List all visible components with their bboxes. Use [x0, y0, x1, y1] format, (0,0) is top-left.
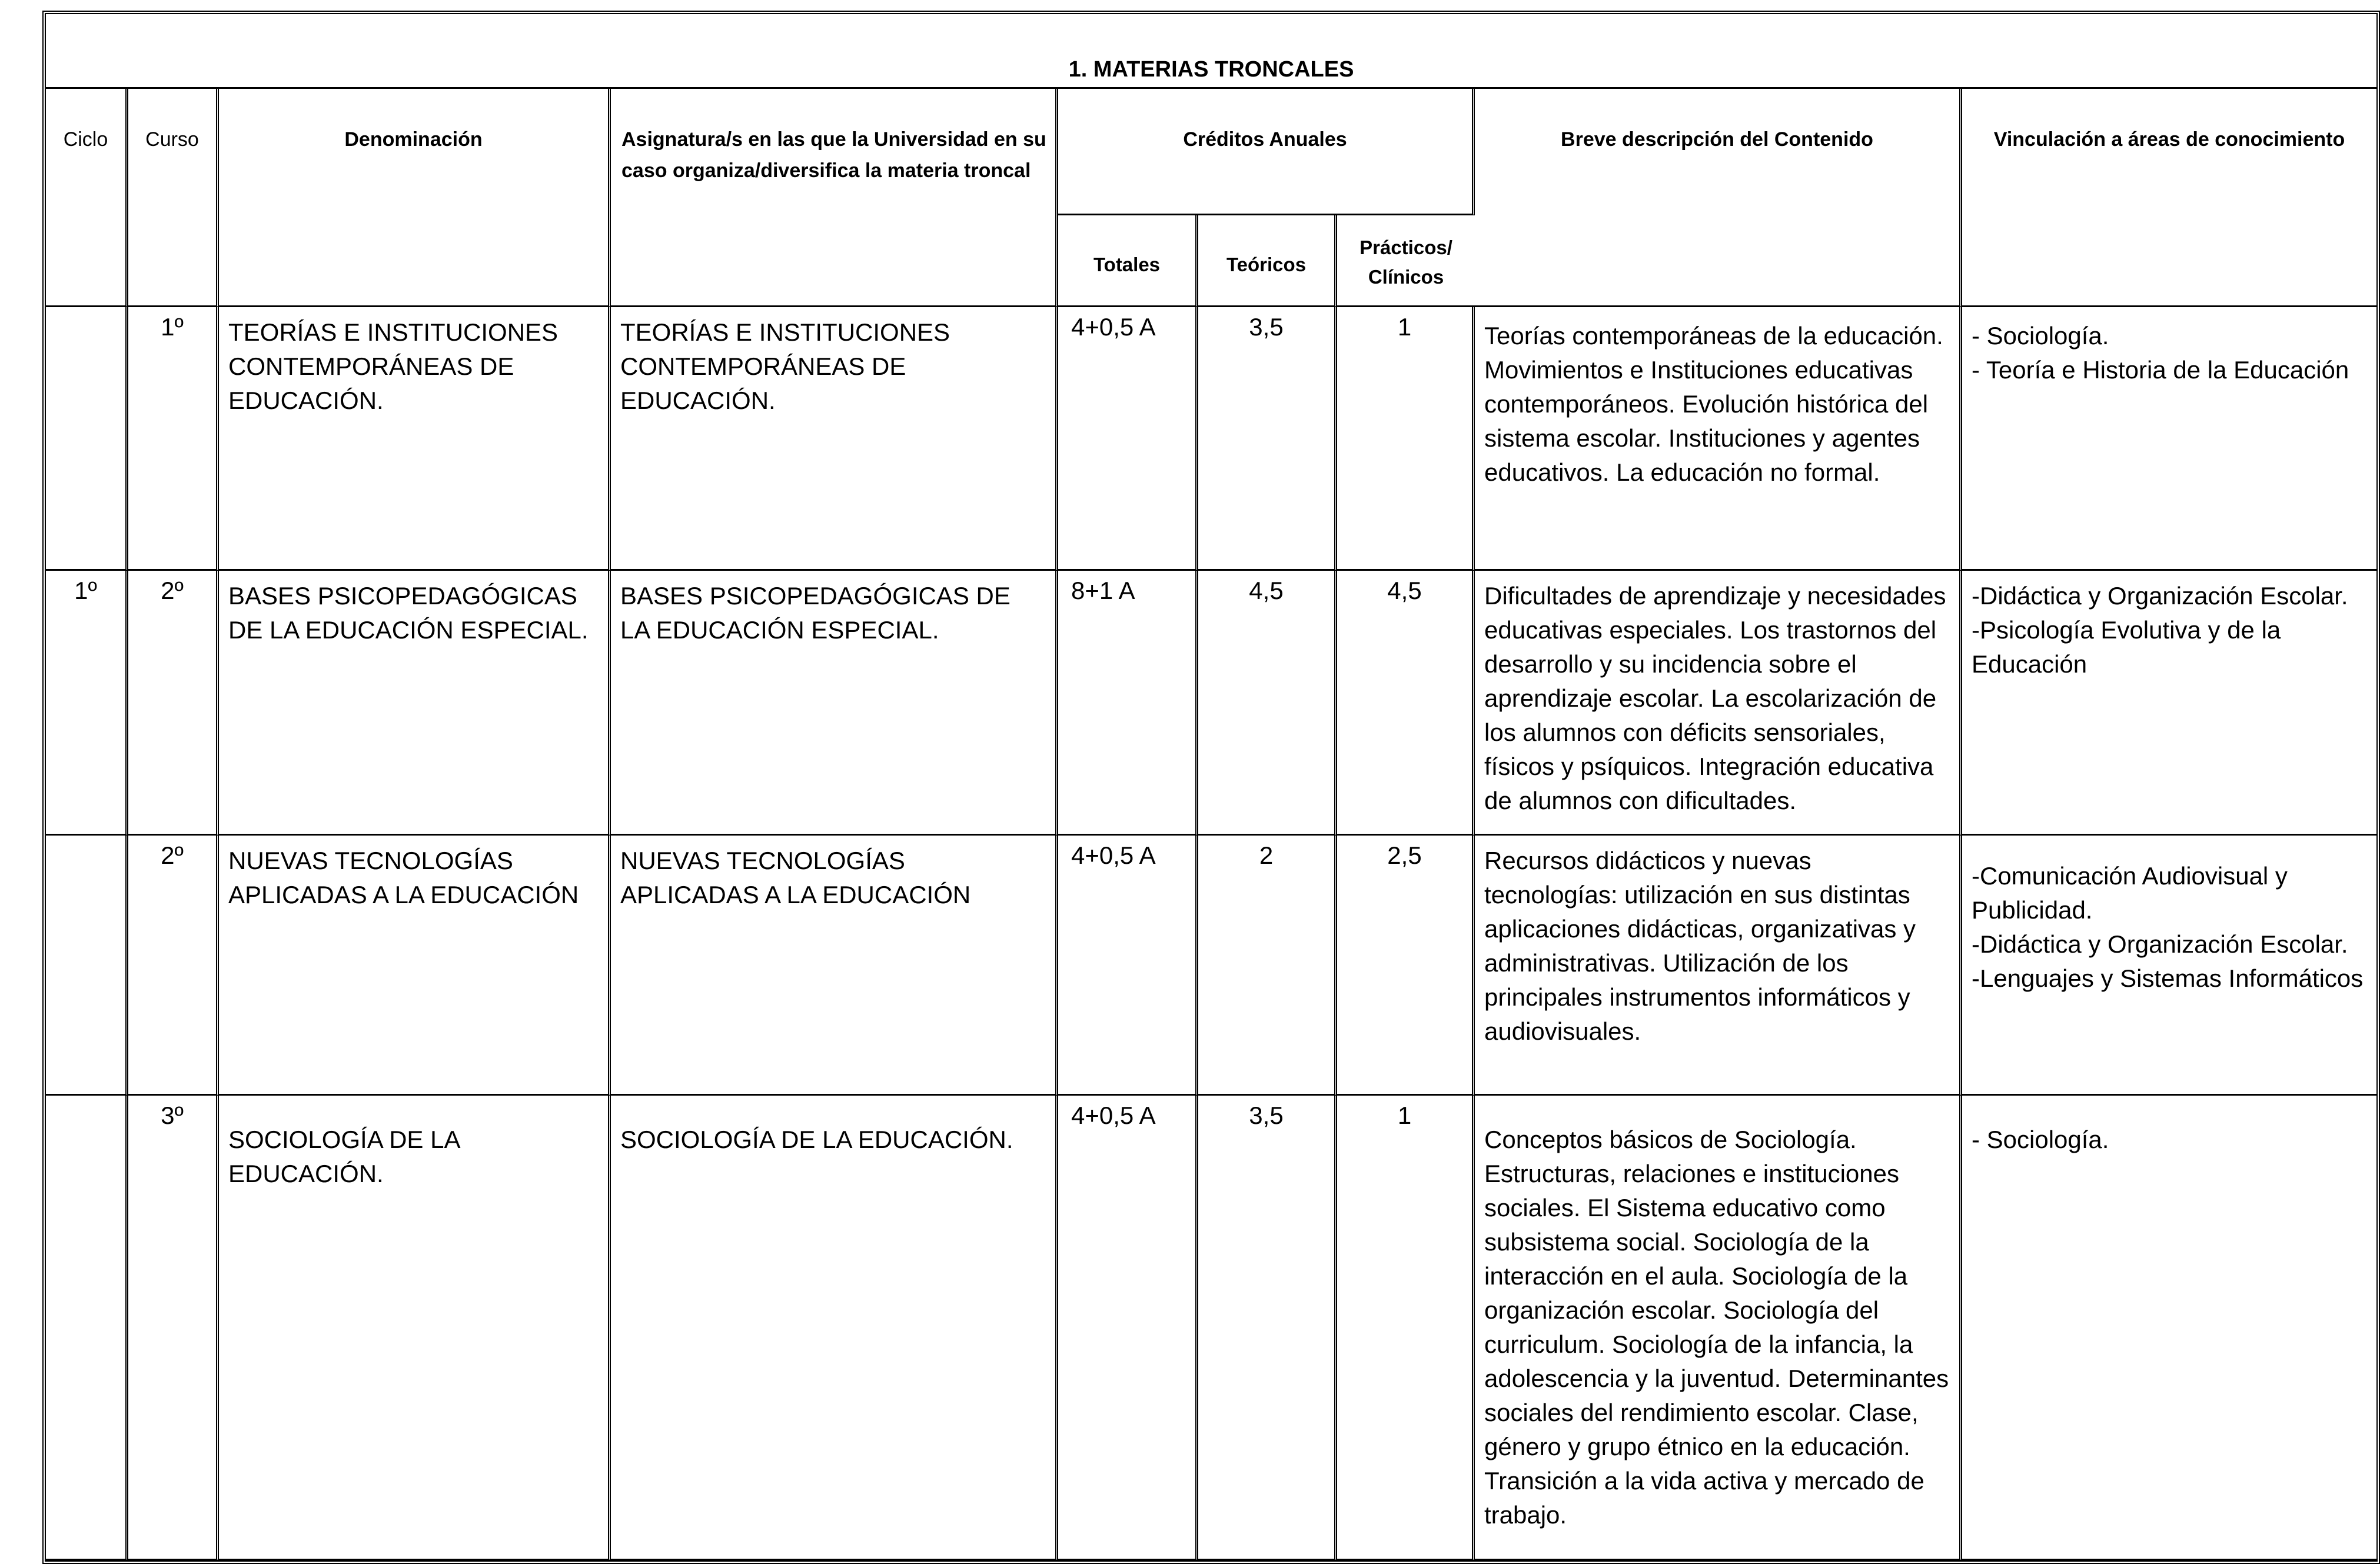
table-row: [46, 1096, 2376, 1560]
ciclo-cell: [46, 1096, 128, 1560]
area-item: -Didáctica y Organización Escolar.: [1972, 582, 2348, 610]
header-descripcion: Breve descripción del Contenido: [1475, 89, 1962, 307]
curso-cell: 1º: [128, 307, 219, 571]
asignatura-cell: SOCIOLOGÍA DE LA EDUCACIÓN.: [611, 1096, 1058, 1560]
table-row: [46, 307, 2376, 571]
descripcion-cell: Conceptos básicos de Sociología. Estructuras, relaciones e instituciones sociales. El Sistema educativo como subsistema social. Sociología de la interacción en el aula. Sociología de la organización escolar. Sociología del curriculum. Sociología de la infancia, la adolescencia y la juventud. Determinantes sociales del rendimiento escolar. Clase, género y grupo étnico en la educación. Transición a la vida activa y mercado de trabajo.: [1475, 1096, 1962, 1560]
totales-cell: 4+0,5 A: [1058, 307, 1198, 571]
curso-cell: 2º: [128, 836, 219, 1096]
header-totales: Totales: [1058, 215, 1198, 307]
area-item: -Comunicación Audiovisual y Publicidad.: [1972, 862, 2288, 924]
header-denominacion: Denominación: [219, 89, 611, 307]
asignatura-cell: NUEVAS TECNOLOGÍAS APLICADAS A LA EDUCACIÓN: [611, 836, 1058, 1096]
teoricos-cell: 3,5: [1198, 307, 1337, 571]
teoricos-cell: 2: [1198, 836, 1337, 1096]
areas-cell: [1962, 836, 2376, 1096]
denominacion-cell: SOCIOLOGÍA DE LA EDUCACIÓN.: [219, 1096, 611, 1560]
materias-troncales-table: [42, 11, 2380, 1564]
denominacion-cell: BASES PSICOPEDAGÓGICAS DE LA EDUCACIÓN ESPECIAL.: [219, 571, 611, 836]
ciclo-cell: [46, 307, 128, 571]
areas-cell: [1962, 571, 2376, 836]
denominacion-cell: TEORÍAS E INSTITUCIONES CONTEMPORÁNEAS DE EDUCACIÓN.: [219, 307, 611, 571]
areas-cell: [1962, 1096, 2376, 1560]
practicos-cell: 4,5: [1337, 571, 1475, 836]
areas-cell: [1962, 307, 2376, 571]
denominacion-cell: NUEVAS TECNOLOGÍAS APLICADAS A LA EDUCACIÓN: [219, 836, 611, 1096]
area-item: -Lenguajes y Sistemas Informáticos: [1972, 964, 2364, 992]
area-item: - Teoría e Historia de la Educación: [1972, 356, 2349, 384]
header-asignatura: Asignatura/s en las que la Universidad en su caso organiza/diversifica la materia troncal: [611, 89, 1058, 307]
descripcion-cell: Recursos didácticos y nuevas tecnologías: utilización en sus distintas aplicaciones didácticas, organizativas y administrativas. Utilización de los principales instrumentos informáticos y audiovisuales.: [1475, 836, 1962, 1096]
area-item: - Sociología.: [1972, 1126, 2109, 1153]
asignatura-cell: TEORÍAS E INSTITUCIONES CONTEMPORÁNEAS DE EDUCACIÓN.: [611, 307, 1058, 571]
area-item: -Psicología Evolutiva y de la Educación: [1972, 616, 2281, 678]
header-creditos-anuales: Créditos Anuales: [1058, 89, 1475, 215]
teoricos-cell: 4,5: [1198, 571, 1337, 836]
asignatura-cell: BASES PSICOPEDAGÓGICAS DE LA EDUCACIÓN ESPECIAL.: [611, 571, 1058, 836]
document: [42, 11, 2373, 1548]
table-title: 1. MATERIAS TRONCALES: [46, 14, 2376, 89]
practicos-cell: 2,5: [1337, 836, 1475, 1096]
totales-cell: 4+0,5 A: [1058, 1096, 1198, 1560]
totales-cell: 8+1 A: [1058, 571, 1198, 836]
totales-cell: 4+0,5 A: [1058, 836, 1198, 1096]
practicos-cell: 1: [1337, 307, 1475, 571]
table-row: [46, 836, 2376, 1096]
header-vinculacion: Vinculación a áreas de conocimiento: [1962, 89, 2376, 307]
teoricos-cell: 3,5: [1198, 1096, 1337, 1560]
curso-cell: 2º: [128, 571, 219, 836]
ciclo-cell: 1º: [46, 571, 128, 836]
area-item: -Didáctica y Organización Escolar.: [1972, 930, 2348, 958]
curso-cell: 3º: [128, 1096, 219, 1560]
header-curso: Curso: [128, 89, 219, 307]
table-row: [46, 571, 2376, 836]
header-teoricos: Teóricos: [1198, 215, 1337, 307]
descripcion-cell: Teorías contemporáneas de la educación. Movimientos e Instituciones educativas contemporáneos. Evolución histórica del sistema escolar. Instituciones y agentes educativos. La educación no formal.: [1475, 307, 1962, 571]
header-practicos: Prácticos/ Clínicos: [1337, 215, 1475, 307]
area-item: - Sociología.: [1972, 322, 2109, 350]
practicos-cell: 1: [1337, 1096, 1475, 1560]
ciclo-cell: [46, 836, 128, 1096]
header-ciclo: Ciclo: [46, 89, 128, 307]
descripcion-cell: Dificultades de aprendizaje y necesidades educativas especiales. Los trastornos del desarrollo y su incidencia sobre el aprendizaje escolar. La escolarización de los alumnos con déficits sensoriales, físicos y psíquicos. Integración educativa de alumnos con dificultades.: [1475, 571, 1962, 836]
